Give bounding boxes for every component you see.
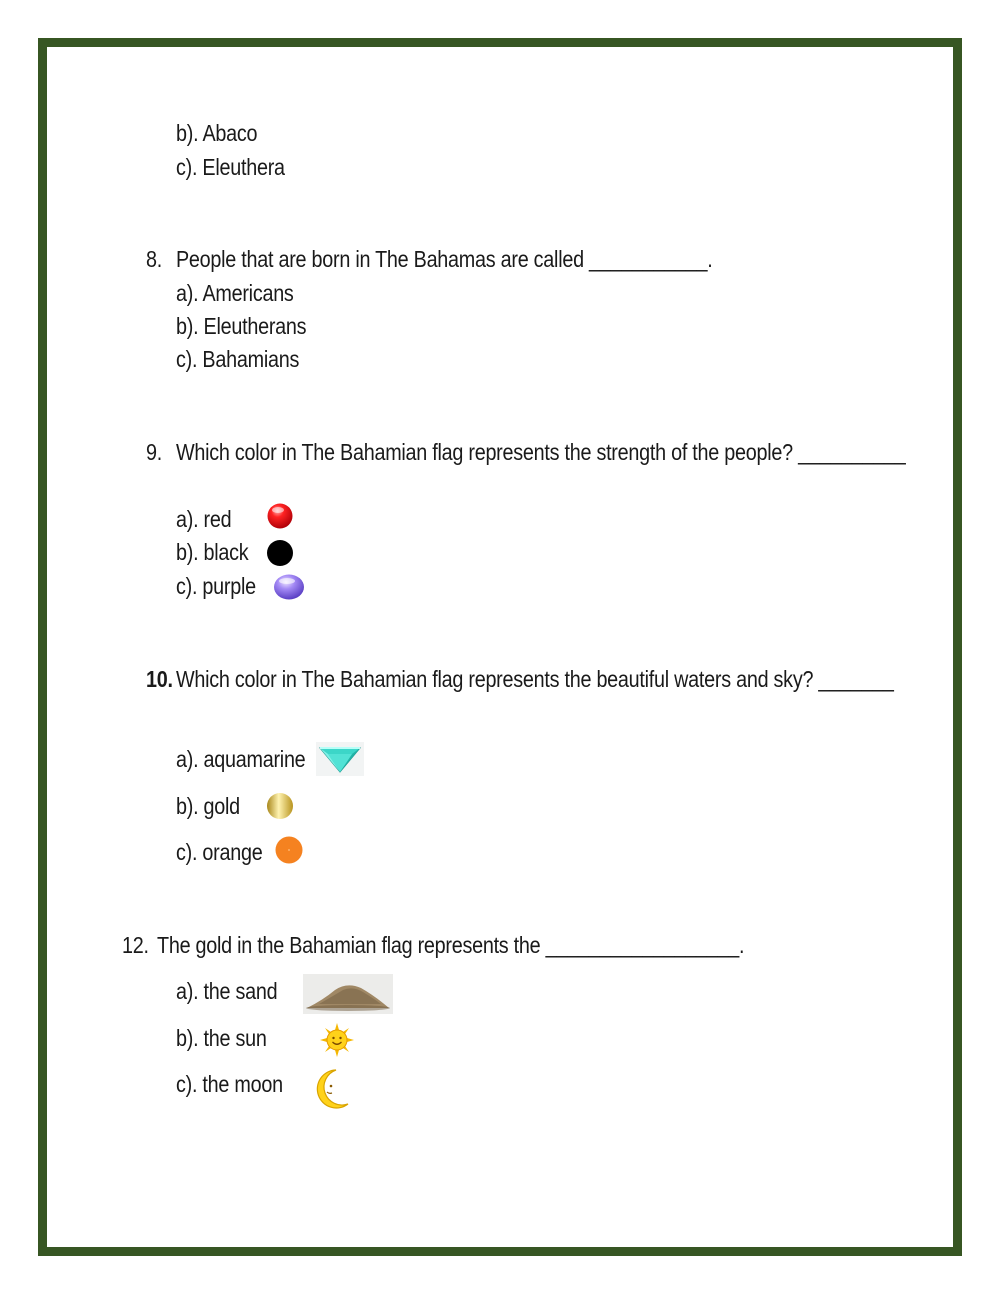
q7-option-b: b). Abaco — [176, 120, 258, 146]
q8-question: People that are born in The Bahamas are called ___________. — [176, 246, 713, 272]
red-circle-icon — [266, 502, 294, 530]
q9-question: Which color in The Bahamian flag represents the strength of the people? __________ — [176, 439, 906, 465]
q12-question: The gold in the Bahamian flag represents the __________________. — [157, 932, 745, 958]
moon-icon — [310, 1067, 352, 1111]
q10-number: 10. — [146, 666, 173, 692]
q8-option-b: b). Eleutherans — [176, 313, 307, 339]
q10-option-b: b). gold — [176, 793, 240, 819]
q10-option-a: a). aquamarine — [176, 746, 306, 772]
sand-pile-icon — [303, 974, 393, 1014]
q9-option-a: a). red — [176, 506, 232, 532]
q12-option-a: a). the sand — [176, 978, 278, 1004]
q12-option-b: b). the sun — [176, 1025, 267, 1051]
black-circle-icon — [266, 539, 294, 567]
q12-number: 12. — [122, 932, 149, 958]
purple-circle-icon — [273, 573, 305, 601]
aquamarine-gem-icon — [316, 742, 364, 776]
q7-option-c: c). Eleuthera — [176, 154, 285, 180]
q8-option-a: a). Americans — [176, 280, 294, 306]
q10-option-c: c). orange — [176, 839, 263, 865]
orange-circle-icon — [275, 836, 303, 864]
q12-option-c: c). the moon — [176, 1071, 283, 1097]
q8-number: 8. — [146, 246, 162, 272]
gold-coin-icon — [266, 792, 294, 820]
q8-option-c: c). Bahamians — [176, 346, 300, 372]
q10-question: Which color in The Bahamian flag represents the beautiful waters and sky? _______ — [176, 666, 894, 692]
q9-option-c: c). purple — [176, 573, 256, 599]
q9-option-b: b). black — [176, 539, 249, 565]
sun-icon — [320, 1023, 354, 1057]
q9-number: 9. — [146, 439, 162, 465]
